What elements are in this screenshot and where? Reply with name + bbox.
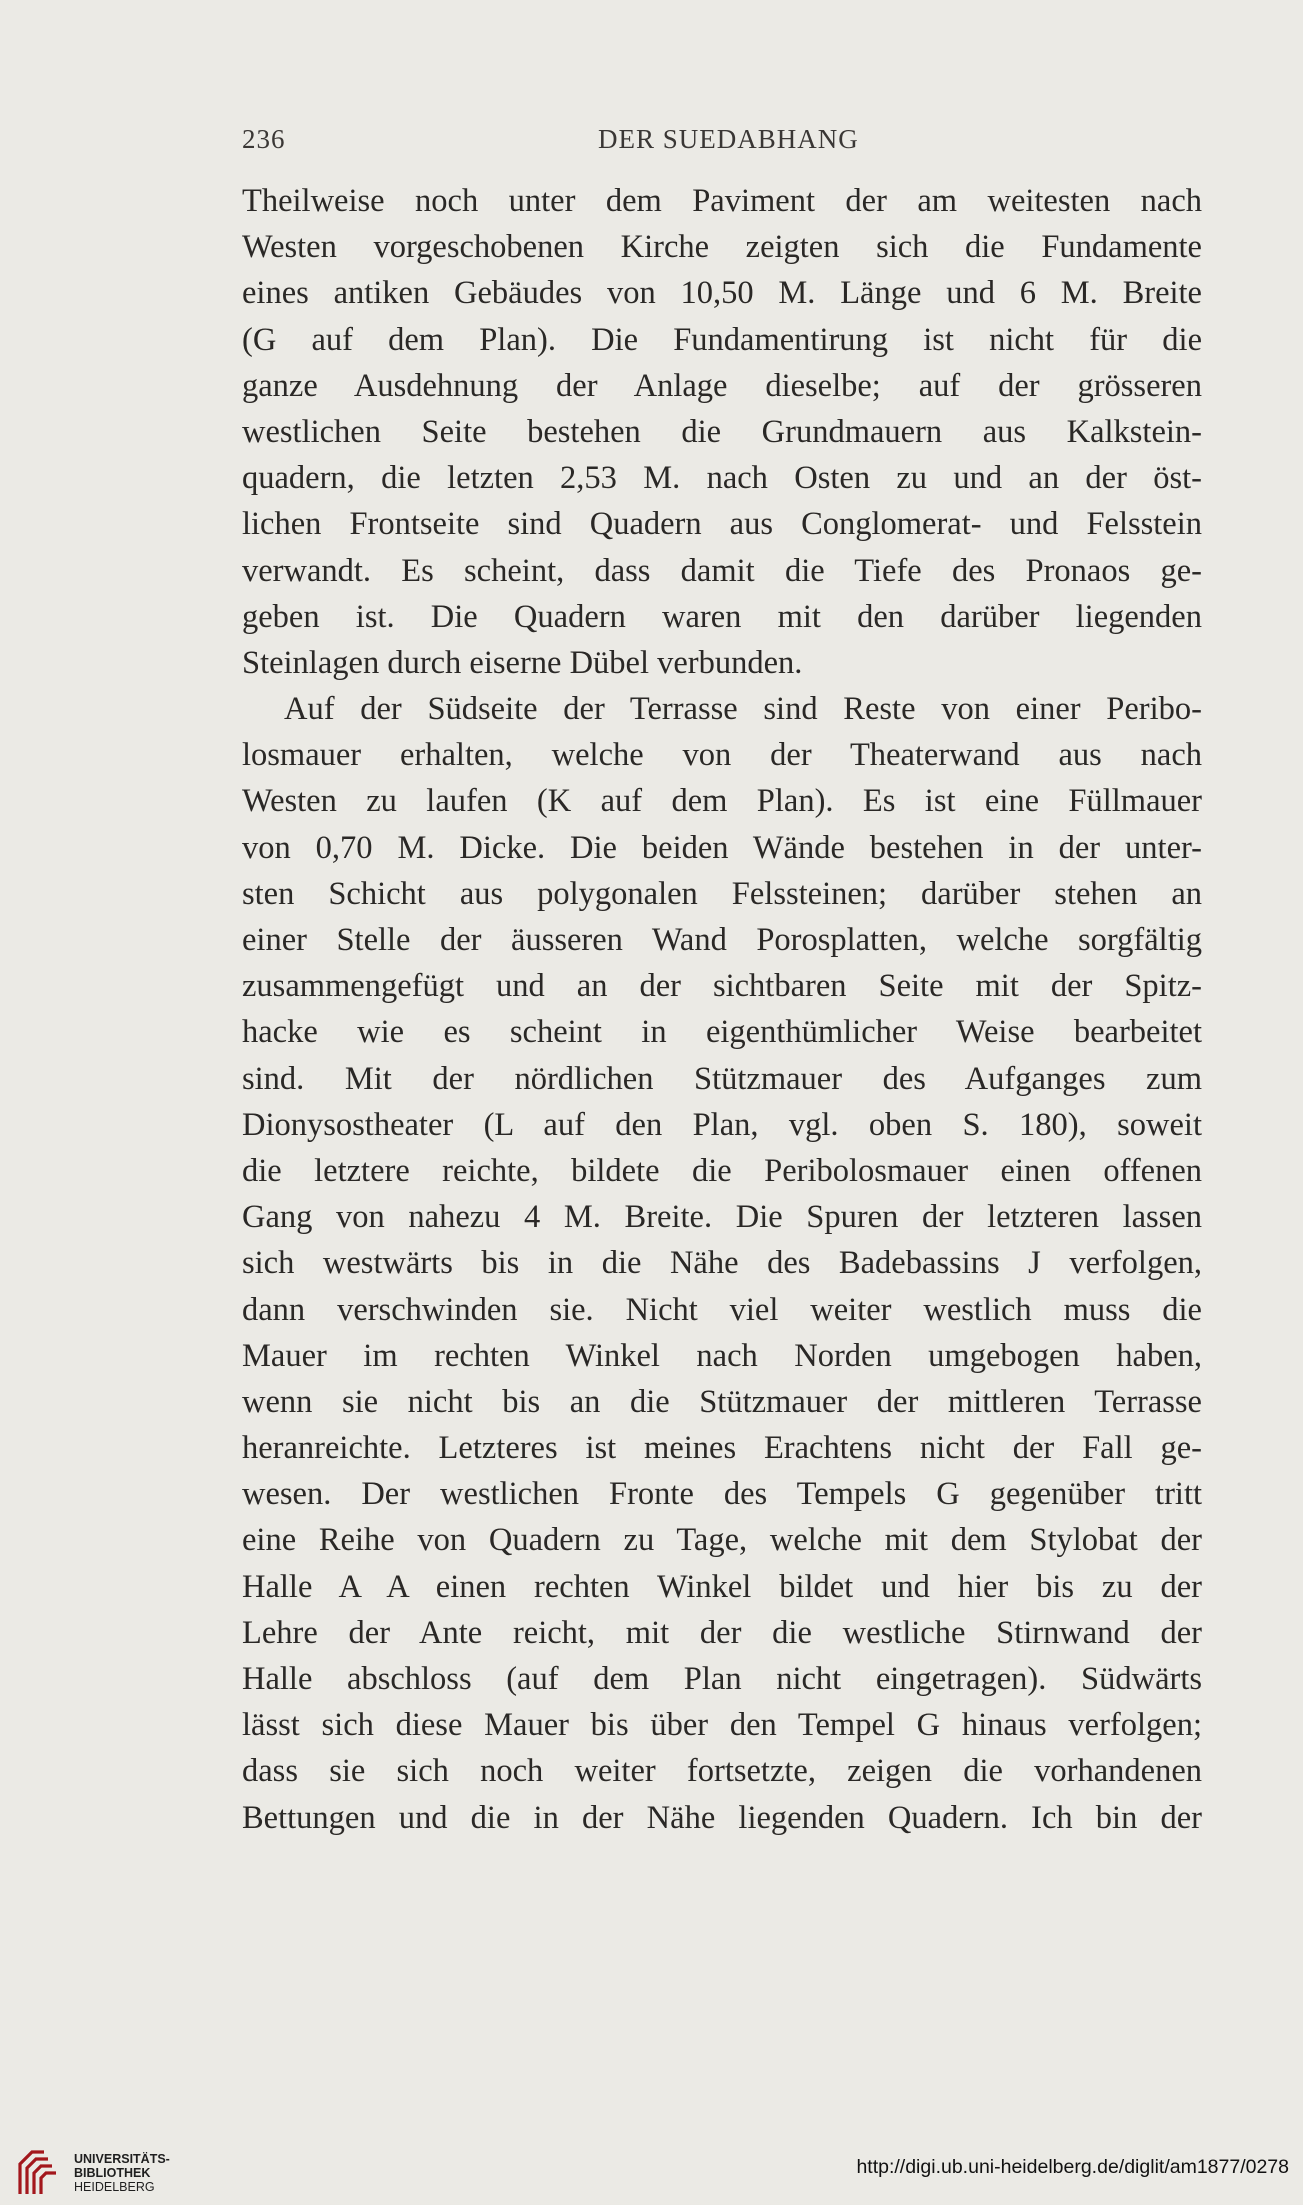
library-name-line: HEIDELBERG	[74, 2180, 155, 2194]
text-line: Westen vorgeschobenen Kirche zeigten sich die Fundamente	[242, 229, 1202, 266]
page-number: 236	[242, 124, 286, 154]
text-line: zusammengefügt und an der sichtbaren Seite mit der Spitz-	[242, 968, 1202, 1005]
text-line: die letztere reichte, bildete die Peribolosmauer einen offenen	[242, 1152, 1202, 1189]
text-line: Auf der Südseite der Terrasse sind Reste von einer Peribo-	[284, 691, 1202, 728]
text-line: dann verschwinden sie. Nicht viel weiter westlich muss die	[242, 1291, 1202, 1328]
text-line: quadern, die letzten 2,53 M. nach Osten zu und an der öst-	[242, 460, 1202, 497]
text-line: dass sie sich noch weiter fortsetzte, zeigen die vorhandenen	[242, 1753, 1202, 1790]
text-line: sten Schicht aus polygonalen Felssteinen; darüber stehen an	[242, 875, 1202, 912]
text-line: Westen zu laufen (K auf dem Plan). Es ist eine Füllmauer	[242, 783, 1202, 820]
text-line: sich westwärts bis in die Nähe des Badebassins J verfolgen,	[242, 1245, 1202, 1282]
text-line: Halle abschloss (auf dem Plan nicht eingetragen). Südwärts	[242, 1661, 1202, 1697]
text-line: Steinlagen durch eiserne Dübel verbunden.	[242, 644, 803, 681]
text-line: hacke wie es scheint in eigenthümlicher Weise bearbeitet	[242, 1014, 1202, 1051]
ub-heidelberg-logo-icon	[14, 2148, 70, 2198]
text-line: ganze Ausdehnung der Anlage dieselbe; auf der grösseren	[242, 367, 1202, 404]
text-line: eine Reihe von Quadern zu Tage, welche mit dem Stylobat der	[242, 1522, 1202, 1559]
text-line: wenn sie nicht bis an die Stützmauer der mittleren Terrasse	[242, 1383, 1202, 1420]
page-header	[242, 124, 1202, 160]
text-line: eines antiken Gebäudes von 10,50 M. Länge und 6 M. Breite	[242, 275, 1202, 312]
text-line: Lehre der Ante reicht, mit der die westliche Stirnwand der	[242, 1614, 1202, 1651]
footer	[0, 2142, 1303, 2205]
source-url[interactable]: http://digi.ub.uni-heidelberg.de/diglit/am1877/0278	[856, 2156, 1289, 2178]
text-line: westlichen Seite bestehen die Grundmauern aus Kalkstein-	[242, 413, 1202, 450]
text-line: Bettungen und die in der Nähe liegenden Quadern. Ich bin der	[242, 1799, 1202, 1836]
text-line: Theilweise noch unter dem Paviment der am weitesten nach	[242, 183, 1202, 219]
text-line: sind. Mit der nördlichen Stützmauer des Aufganges zum	[242, 1060, 1202, 1097]
text-line: Dionysostheater (L auf den Plan, vgl. oben S. 180), soweit	[242, 1106, 1202, 1143]
text-line: einer Stelle der äusseren Wand Porosplatten, welche sorgfältig	[242, 922, 1202, 958]
text-line: verwandt. Es scheint, dass damit die Tiefe des Pronaos ge-	[242, 552, 1202, 589]
text-line: geben ist. Die Quadern waren mit den darüber liegenden	[242, 598, 1202, 635]
text-line: heranreichte. Letzteres ist meines Erachtens nicht der Fall ge-	[242, 1430, 1202, 1467]
text-line: lichen Frontseite sind Quadern aus Conglomerat- und Felsstein	[242, 506, 1202, 543]
text-line: Halle A A einen rechten Winkel bildet und hier bis zu der	[242, 1568, 1202, 1605]
text-line: von 0,70 M. Dicke. Die beiden Wände bestehen in der unter-	[242, 829, 1202, 866]
text-line: Gang von nahezu 4 M. Breite. Die Spuren der letzteren lassen	[242, 1199, 1202, 1236]
text-line: (G auf dem Plan). Die Fundamentirung ist nicht für die	[242, 321, 1202, 358]
library-name-line: BIBLIOTHEK	[74, 2166, 151, 2180]
running-head: DER SUEDABHANG	[598, 124, 859, 154]
library-name-line: UNIVERSITÄTS-	[74, 2152, 170, 2166]
text-line: losmauer erhalten, welche von der Theaterwand aus nach	[242, 737, 1202, 774]
body-text	[242, 178, 1202, 1841]
text-line: lässt sich diese Mauer bis über den Tempel G hinaus verfolgen;	[242, 1707, 1202, 1744]
text-line: wesen. Der westlichen Fronte des Tempels G gegenüber tritt	[242, 1476, 1202, 1513]
text-line: Mauer im rechten Winkel nach Norden umgebogen haben,	[242, 1337, 1202, 1374]
library-name	[74, 2152, 170, 2194]
